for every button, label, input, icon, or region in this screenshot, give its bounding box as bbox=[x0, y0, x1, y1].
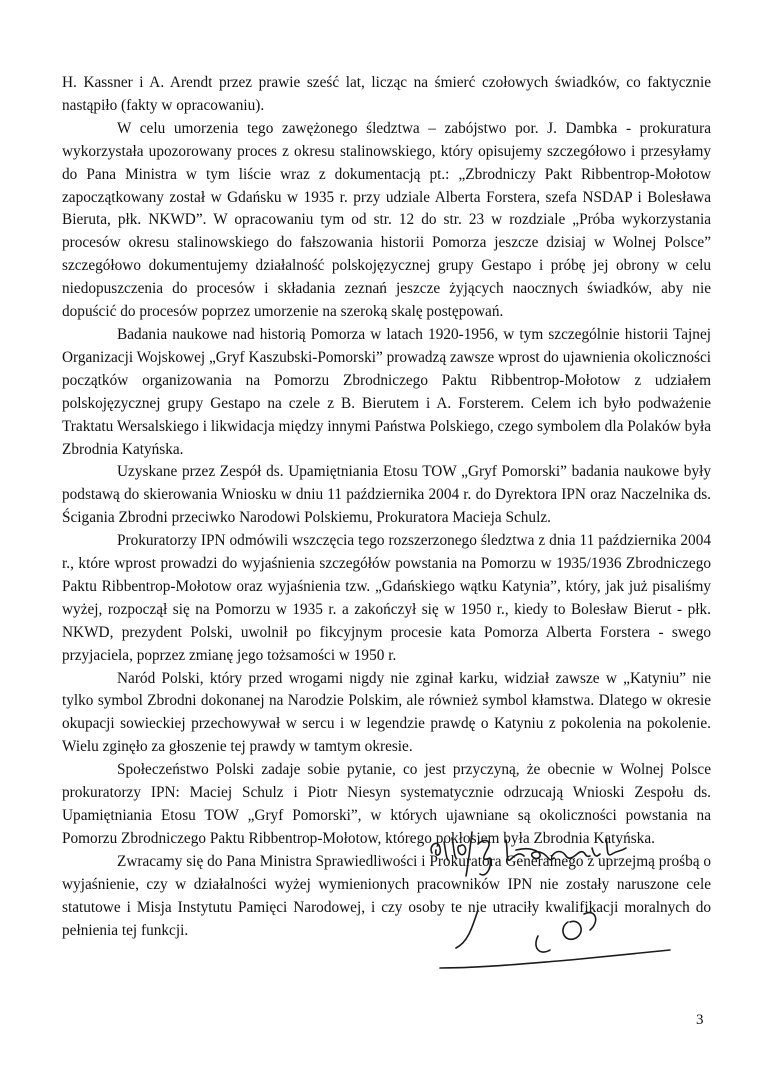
paragraph-7: Społeczeństwo Polski zadaje sobie pytanie, co jest przyczyną, że obecnie w Wolnej Polsce prokuratorzy IPN: Maciej Schulz i Piotr Niesyn systematycznie odrzucają Wnioski Zespołu ds. Upamiętniania Etosu TOW „Gryf Pomorski”, w których ujawniane są okoliczności powstania na Pomorzu Zbrodniczego Paktu Ribbentrop-Mołotow, którego pokłosiem była Zbrodnia Katyńska. bbox=[62, 761, 711, 847]
paragraph-4: Uzyskane przez Zespół ds. Upamiętniania Etosu TOW „Gryf Pomorski” badania naukowe były podstawą do skierowania Wniosku w dniu 11 października 2004 r. do Dyrektora IPN oraz Naczelnika ds. Ścigania Zbrodni przeciwko Narodowi Polskiemu, Prokuratora Macieja Schulz. bbox=[62, 463, 711, 527]
letter-body bbox=[62, 72, 711, 942]
paragraph-8: Zwracamy się do Pana Ministra Sprawiedliwości i Prokuratora Generalnego z uprzejmą prośbą o wyjaśnienie, czy w działalności wyżej wymienionych pracowników IPN nie zostały naruszone cele statutowe i Misja Instytutu Pamięci Narodowej, i czy osoby te nie utraciły kwalifikacji moralnych do pełnienia tej funkcji. bbox=[62, 852, 711, 939]
paragraph-3: Badania naukowe nad historią Pomorza w latach 1920-1956, w tym szczególnie historii Tajnej Organizacji Wojskowej „Gryf Kaszubski-Pomorski” prowadzą zawsze wprost do ujawnienia okoliczności początków organizowania na Pomorzu Zbrodniczego Paktu Ribbentrop-Mołotow z udziałem polskojęzycznej grupy Gestapo na czele z B. Bierutem i A. Forsterem. Celem ich było podważenie Traktatu Wersalskiego i likwidacja między innymi Państwa Polskiego, czego symbolem dla Polaków była Zbrodnia Katyńska. bbox=[62, 325, 711, 458]
page-number: 3 bbox=[696, 1012, 704, 1028]
paragraph-5: Prokuratorzy IPN odmówili wszczęcia tego rozszerzonego śledztwa z dnia 11 października 2004 r., które wprost prowadzi do wyjaśnienia szczegółów powstania na Pomorzu w 1935/1936 Zbrodniczego Paktu Ribbentrop-Mołotow oraz wyjaśnienia tzw. „Gdańskiego wątku Katynia”, który, jak już pisaliśmy wyżej, rozpoczął się na Pomorzu w 1935 r. a zakończył się w 1950 r., kiedy to Bolesław Bierut - płk. NKWD, prezydent Polski, uwolnił po fikcyjnym procesie kata Pomorza Alberta Forstera - swego przyjaciela, poprzez zmianę jego tożsamości w 1950 r. bbox=[62, 532, 711, 664]
paragraph-6: Naród Polski, który przed wrogami nigdy nie zginał karku, widział zawsze w „Katyniu” nie tylko symbol Zbrodni dokonanej na Narodzie Polskim, ale również symbol kłamstwa. Dlatego w okresie okupacji sowieckiej przechowywał w sercu i w legendzie prawdę o Katyniu z pokolenia na pokolenie. Wielu zginęło za głoszenie tej prawdy w tamtym okresie. bbox=[62, 669, 711, 756]
handwritten-signature bbox=[420, 818, 700, 998]
paragraph-2: W celu umorzenia tego zawężonego śledztwa – zabójstwo por. J. Dambka - prokuratura wykorzystała upozorowany proces z okresu stalinowskiego, który opisujemy szczegółowo i przesyłamy do Pana Ministra w tym liście wraz z dokumentacją pt.: „Zbrodniczy Pakt Ribbentrop-Mołotow zapoczątkowany został w Gdańsku w 1935 r. przy udziale Alberta Forstera, szefa NSDAP i Bolesława Bieruta, płk. NKWD”. W opracowaniu tym od str. 12 do str. 23 w rozdziale „Próba wykorzystania procesów okresu stalinowskiego do fałszowania historii Pomorza jeszcze dzisiaj w Wolnej Polsce” szczegółowo dokumentujemy działalność polskojęzycznej grupy Gestapo i próbę jej obrony w celu niedopuszczenia do procesów i składania zeznań jeszcze żyjących naocznych świadków, aby nie dopuścić do procesów poprzez umorzenie na szeroką skalę postępowań. bbox=[62, 119, 711, 321]
paragraph-1: H. Kassner i A. Arendt przez prawie sześć lat, licząc na śmierć czołowych świadków, co faktycznie nastąpiło (fakty w opracowaniu). bbox=[62, 74, 711, 114]
